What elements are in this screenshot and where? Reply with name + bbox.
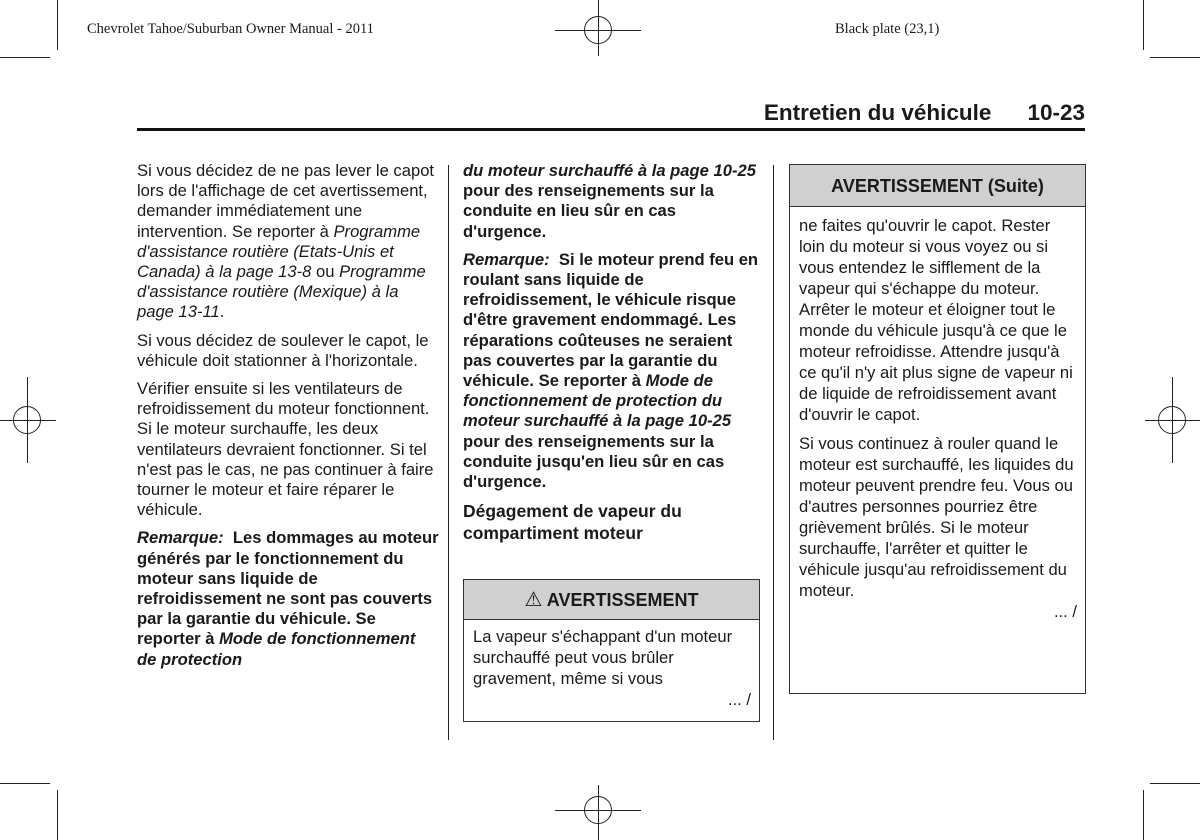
section-title: Entretien du véhicule (763, 100, 992, 125)
note-label: Remarque: (137, 528, 224, 548)
warning-text: Si vous continuez à rouler quand le moteur est surchauffé, les liquides du moteur peuvent prendre feu. Vous ou d'autres personnes pourriez être grièvement brûlés. Si le moteur surchauffe, l'arrêter et quitter le véhicule jusqu'au refroidissement du moteur. (799, 434, 1074, 600)
warning-header: AVERTISSEMENT (Suite) (790, 165, 1085, 207)
text: Si vous décidez de ne pas lever le capot lors de l'affichage de cet avertissement, demander immédiatement une intervention. Se reporter à (137, 161, 435, 241)
warning-text: ne faites qu'ouvrir le capot. Rester loin du moteur si vous voyez ou si vous entendez le sifflement de la vapeur qui s'échappe du moteur. Arrêter le moteur et éloigner tout le monde du véhicule jusqu'à ce que le moteur refroidisse. Attendre jusqu'à ce qu'il n'y ait plus signe de vapeur ni de liquide de refroidissement avant d'ouvrir le capot. (799, 216, 1073, 424)
page-number: 10-23 (1027, 100, 1085, 125)
crop-mark (0, 783, 50, 784)
column-divider (448, 165, 449, 740)
note-paragraph (463, 250, 763, 492)
continued-marker: ... / (1053, 602, 1077, 621)
warning-box (463, 579, 760, 722)
column-2 (463, 161, 763, 552)
paragraph (463, 161, 763, 242)
cross-reference: Programme d'assistance routière (Etats-Unis et Canada) à la page 13-8 (137, 221, 421, 282)
column-1 (137, 161, 444, 678)
cross-reference: Mode de fonctionnement de protection du moteur surchauffé à la page 10-25 (463, 371, 732, 431)
text: Si le moteur prend feu en roulant sans liquide de refroidissement, le véhicule risque d'être gravement endommagé. Les réparations coûteuses ne seraient pas couvertes par la garantie du véhicule. Se reporter à (463, 249, 763, 391)
crop-mark (1143, 790, 1144, 840)
continued-marker: ... / (727, 690, 751, 709)
section-heading: Dégagement de vapeur du compartiment moteur (463, 501, 682, 544)
text: Les dommages au moteur générés par le fonctionnement du moteur sans liquide de refroidissement ne sont pas couverts par la garantie du véhicule. Se reporter à (137, 528, 444, 649)
cross-reference: Mode de fonctionnement de protection (137, 629, 416, 669)
crop-mark (1150, 57, 1200, 58)
cross-reference: du moteur surchauffé à la page 10-25 (463, 161, 756, 180)
manual-title: Chevrolet Tahoe/Suburban Owner Manual - 2011 (87, 21, 374, 37)
title-rule (137, 128, 1085, 131)
warning-triangle-icon: ⚠ (524, 589, 543, 611)
text: pour des renseignements sur la conduite jusqu'en lieu sûr en cas d'urgence. (463, 431, 725, 492)
page-title (764, 100, 1085, 126)
paragraph (137, 161, 439, 323)
warning-title: AVERTISSEMENT (546, 590, 699, 610)
text: ou (311, 262, 340, 282)
note-paragraph (137, 528, 444, 669)
crop-mark (1143, 0, 1144, 50)
text: pour des renseignements sur la conduite en lieu sûr en cas d'urgence. (463, 181, 714, 241)
plate-info: Black plate (23,1) (835, 21, 940, 37)
warning-box-continued (789, 164, 1086, 694)
crop-mark (1150, 783, 1200, 784)
warning-text: La vapeur s'échappant d'un moteur surchauffé peut vous brûler gravement, même si vous (473, 627, 733, 688)
paragraph: Si vous décidez de soulever le capot, le véhicule doit stationner à l'horizontale. (137, 330, 429, 370)
cross-reference: Programme d'assistance routière (Mexique) à la page 13-11 (137, 262, 426, 322)
warning-header (464, 580, 759, 620)
paragraph: Vérifier ensuite si les ventilateurs de refroidissement du moteur fonctionnent. Si le moteur surchauffe, les deux ventilateurs devraient fonctionner. Si tel n'est pas le cas, ne pas continuer à faire tourner le moteur et faire réparer le véhicule. (137, 379, 434, 520)
crop-mark (57, 0, 58, 50)
crop-mark (57, 790, 58, 840)
crop-mark (0, 57, 50, 58)
column-divider (773, 165, 774, 740)
note-label: Remarque: (463, 249, 550, 269)
text: . (219, 302, 225, 322)
